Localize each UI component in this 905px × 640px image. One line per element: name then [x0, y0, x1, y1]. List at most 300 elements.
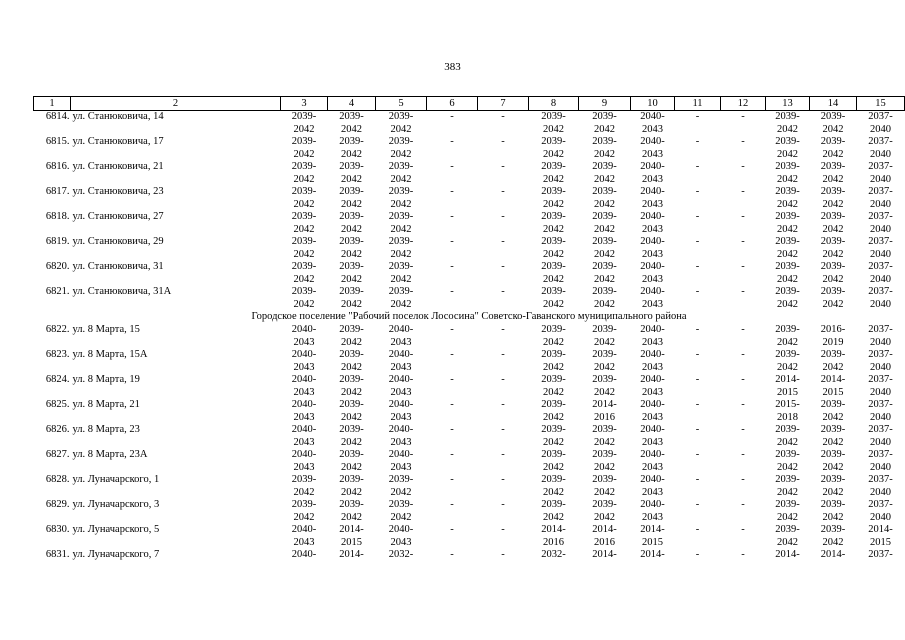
value-cell-col-15 [857, 499, 905, 524]
value-cell-col-11 [675, 324, 721, 349]
value-start: 2039- [820, 186, 846, 197]
value-start: 2040- [640, 474, 665, 485]
column-header-7: 7 [478, 97, 529, 111]
address-cell: ул. 8 Марта, 23 [72, 424, 140, 435]
value-start: 2039- [339, 449, 364, 460]
header-row [34, 97, 905, 111]
value-start: 2040- [291, 449, 317, 460]
value-end: 2042 [594, 461, 615, 473]
value-cell-col-15 [857, 349, 905, 374]
value-start: 2039- [592, 424, 617, 435]
value-end: 2042 [543, 411, 564, 423]
value-start: - [741, 524, 745, 535]
value-start: 2040- [291, 549, 317, 560]
table-row [34, 549, 905, 574]
value-cell-col-7 [478, 286, 529, 311]
value-start: 2039- [775, 324, 800, 335]
row-number: 6817. [45, 186, 70, 197]
value-start: - [501, 136, 505, 147]
value-end: 2042 [822, 486, 844, 498]
value-cell-col-12 [721, 499, 766, 524]
value-end: 2042 [390, 248, 412, 260]
row-number: 6815. [45, 136, 70, 147]
value-end: 2042 [293, 511, 315, 523]
value-end: 2015 [642, 536, 663, 548]
value-start: - [741, 399, 745, 410]
value-end: 2042 [543, 248, 564, 260]
value-start: - [501, 324, 505, 335]
value-end: 2042 [543, 148, 564, 160]
value-end: 2042 [594, 123, 615, 135]
value-cell-col-5 [376, 136, 427, 161]
value-start: 2040- [388, 424, 414, 435]
value-cell-col-7 [478, 186, 529, 211]
value-start: - [695, 286, 700, 297]
value-start: 2039- [775, 349, 800, 360]
value-cell-col-11 [675, 374, 721, 399]
value-cell-col-7 [478, 161, 529, 186]
value-start: 2014- [339, 549, 364, 560]
value-end: 2042 [341, 461, 362, 473]
row-number: 6827. [45, 449, 70, 460]
value-end: 2042 [390, 223, 412, 235]
value-cell-col-14 [810, 211, 857, 236]
value-start: 2014- [640, 549, 665, 560]
value-cell-col-11 [675, 349, 721, 374]
value-start: 2040- [291, 324, 317, 335]
value-end: 2043 [390, 436, 412, 448]
value-start: 2039- [541, 186, 566, 197]
value-end: 2042 [777, 148, 798, 160]
table-row [34, 161, 905, 186]
value-cell-col-10 [631, 236, 675, 261]
value-start: - [695, 399, 700, 410]
value-start: - [501, 261, 505, 272]
value-end: 2042 [543, 223, 564, 235]
value-start: - [695, 186, 700, 197]
value-end: 2042 [341, 411, 362, 423]
value-start: 2040- [388, 524, 414, 535]
value-end: 2016 [594, 536, 615, 548]
value-end: 2043 [293, 411, 315, 423]
value-start: - [450, 374, 454, 385]
value-start: 2039- [820, 524, 846, 535]
table-row [34, 424, 905, 449]
value-start: 2037- [868, 286, 893, 297]
value-end: 2043 [642, 148, 663, 160]
value-start: 2039- [339, 136, 364, 147]
value-cell-col-5 [376, 186, 427, 211]
value-cell-col-14 [810, 136, 857, 161]
value-start: 2039- [592, 324, 617, 335]
value-start: - [741, 349, 745, 360]
value-cell-col-3 [281, 474, 328, 499]
value-cell-col-13 [766, 211, 810, 236]
value-start: 2039- [592, 161, 617, 172]
value-start: 2040- [640, 499, 665, 510]
value-start: - [450, 111, 454, 122]
value-start: 2039- [592, 261, 617, 272]
value-end: 2042 [341, 223, 362, 235]
value-cell-col-5 [376, 261, 427, 286]
value-cell-col-6 [427, 499, 478, 524]
address-cell: ул. Станюковича, 29 [72, 236, 164, 247]
value-end: 2042 [293, 486, 315, 498]
value-start: 2039- [541, 286, 566, 297]
value-end: 2042 [777, 298, 798, 310]
value-start: - [695, 549, 700, 560]
value-start: - [501, 424, 505, 435]
value-start: 2039- [388, 211, 414, 222]
value-end: 2043 [642, 248, 663, 260]
value-end: 2042 [543, 173, 564, 185]
value-cell-col-4 [328, 374, 376, 399]
value-end: 2042 [594, 223, 615, 235]
value-cell-col-11 [675, 136, 721, 161]
value-end: 2042 [594, 511, 615, 523]
value-cell-col-10 [631, 136, 675, 161]
value-end: 2043 [642, 411, 663, 423]
value-end: 2042 [594, 198, 615, 210]
value-start: - [501, 186, 505, 197]
value-end: 2043 [642, 336, 663, 348]
value-start: - [450, 399, 454, 410]
value-cell-col-11 [675, 261, 721, 286]
value-start: 2040- [640, 211, 665, 222]
value-cell-col-10 [631, 499, 675, 524]
address-cell: ул. Станюковича, 31А [72, 286, 172, 297]
value-start: - [501, 524, 505, 535]
value-cell-col-6 [427, 211, 478, 236]
value-cell-col-9 [579, 111, 631, 137]
value-start: 2039- [541, 349, 566, 360]
value-end: 2042 [390, 123, 412, 135]
value-start: 2039- [541, 161, 566, 172]
value-cell-col-14 [810, 161, 857, 186]
value-start: 2040- [291, 399, 317, 410]
value-start: 2039- [592, 186, 617, 197]
value-cell-col-10 [631, 349, 675, 374]
value-cell-col-4 [328, 499, 376, 524]
value-cell-col-3 [281, 186, 328, 211]
value-start: 2039- [775, 186, 800, 197]
value-start: 2039- [820, 286, 846, 297]
value-start: 2039- [820, 449, 846, 460]
value-start: 2039- [820, 349, 846, 360]
value-cell-col-9 [579, 161, 631, 186]
value-cell-col-9 [579, 524, 631, 549]
value-end: 2042 [594, 273, 615, 285]
value-start: - [450, 349, 454, 360]
value-start: 2039- [775, 449, 800, 460]
value-end: 2042 [777, 248, 798, 260]
value-end: 2042 [777, 461, 798, 473]
value-end: 2042 [822, 298, 844, 310]
value-start: 2040- [640, 399, 665, 410]
column-header-6: 6 [427, 97, 478, 111]
value-start: 2040- [640, 424, 665, 435]
value-cell-col-11 [675, 549, 721, 574]
value-end: 2042 [293, 148, 315, 160]
value-end: 2042 [594, 173, 615, 185]
value-start: - [741, 111, 745, 122]
value-cell-col-14 [810, 449, 857, 474]
value-start: 2039- [388, 161, 414, 172]
value-cell-col-4 [328, 186, 376, 211]
row-number: 6821. [45, 286, 70, 297]
value-start: 2039- [339, 374, 364, 385]
value-cell-col-14 [810, 399, 857, 424]
table-row [34, 449, 905, 474]
value-cell-col-6 [427, 399, 478, 424]
value-cell-col-10 [631, 374, 675, 399]
value-end: 2042 [594, 248, 615, 260]
value-start: 2037- [868, 399, 893, 410]
value-end: 2042 [543, 198, 564, 210]
value-start: 2039- [592, 111, 617, 122]
value-start: 2040- [640, 286, 665, 297]
address-cell: ул. Луначарского, 5 [72, 524, 160, 535]
value-end: 2018 [777, 411, 798, 423]
value-end: 2042 [822, 536, 844, 548]
value-cell-col-13 [766, 161, 810, 186]
value-start: - [695, 449, 700, 460]
address-cell: ул. Станюковича, 31 [72, 261, 164, 272]
value-cell-col-12 [721, 136, 766, 161]
value-start: - [741, 374, 745, 385]
value-start: 2039- [592, 349, 617, 360]
value-cell-col-10 [631, 449, 675, 474]
value-start: - [695, 324, 700, 335]
value-end: 2042 [777, 223, 798, 235]
row-number: 6824. [45, 374, 70, 385]
value-cell-col-12 [721, 399, 766, 424]
value-start: 2014- [868, 524, 893, 535]
value-end: 2042 [390, 173, 412, 185]
value-start: 2039- [775, 136, 800, 147]
value-end: 2042 [822, 511, 844, 523]
value-cell-col-15 [857, 549, 905, 574]
table-row [34, 374, 905, 399]
column-header-12: 12 [721, 97, 766, 111]
value-end: 2040 [870, 336, 891, 348]
value-start: 2039- [541, 324, 566, 335]
table-row [34, 111, 905, 137]
value-start: 2040- [640, 349, 665, 360]
value-cell-col-3 [281, 211, 328, 236]
value-cell-col-4 [328, 161, 376, 186]
column-header-8: 8 [529, 97, 579, 111]
value-cell-col-8 [529, 211, 579, 236]
address-cell: ул. Луначарского, 1 [72, 474, 160, 485]
value-end: 2043 [642, 461, 663, 473]
value-start: - [450, 136, 454, 147]
value-end: 2042 [390, 198, 412, 210]
value-cell-col-13 [766, 136, 810, 161]
value-cell-col-6 [427, 424, 478, 449]
table-row [34, 324, 905, 349]
value-cell-col-9 [579, 549, 631, 574]
value-cell-col-6 [427, 111, 478, 137]
value-start: 2014- [775, 374, 800, 385]
section-heading-row [34, 311, 905, 324]
value-cell-col-3 [281, 324, 328, 349]
value-start: - [501, 399, 505, 410]
value-cell-col-12 [721, 286, 766, 311]
value-cell-col-7 [478, 324, 529, 349]
value-cell-col-14 [810, 349, 857, 374]
value-cell-col-13 [766, 449, 810, 474]
value-start: 2040- [388, 449, 414, 460]
value-start: - [450, 524, 454, 535]
value-cell-col-15 [857, 136, 905, 161]
value-cell-col-9 [579, 286, 631, 311]
value-cell-col-3 [281, 424, 328, 449]
value-start: 2040- [640, 324, 665, 335]
value-cell-col-3 [281, 111, 328, 137]
value-end: 2043 [390, 461, 412, 473]
row-number: 6825. [45, 399, 70, 410]
value-start: - [501, 211, 505, 222]
address-cell: ул. Станюковича, 17 [72, 136, 164, 147]
row-number: 6814. [45, 111, 70, 122]
value-end: 2040 [870, 486, 891, 498]
value-start: 2040- [640, 374, 665, 385]
value-end: 2043 [390, 411, 412, 423]
value-start: 2040- [291, 349, 317, 360]
value-end: 2042 [777, 123, 798, 135]
table-row [34, 349, 905, 374]
value-end: 2042 [293, 248, 315, 260]
value-start: - [450, 449, 454, 460]
value-start: 2039- [820, 424, 846, 435]
value-end: 2019 [822, 336, 844, 348]
value-start: 2039- [775, 424, 800, 435]
value-cell-col-9 [579, 474, 631, 499]
value-start: 2039- [388, 474, 414, 485]
value-cell-col-3 [281, 161, 328, 186]
value-start: 2039- [339, 324, 364, 335]
value-end: 2043 [390, 536, 412, 548]
value-start: 2040- [291, 374, 317, 385]
value-cell-col-15 [857, 399, 905, 424]
value-start: - [450, 211, 454, 222]
value-cell-col-9 [579, 499, 631, 524]
value-start: 2039- [388, 286, 414, 297]
value-start: 2014- [775, 549, 800, 560]
value-start: 2039- [291, 499, 317, 510]
value-start: 2039- [820, 236, 846, 247]
value-cell-col-9 [579, 349, 631, 374]
value-start: - [501, 236, 505, 247]
value-start: 2039- [820, 399, 846, 410]
value-start: 2032- [388, 549, 414, 560]
address-cell: ул. 8 Марта, 15А [72, 349, 148, 360]
value-cell-col-5 [376, 211, 427, 236]
value-cell-col-6 [427, 374, 478, 399]
value-end: 2042 [390, 298, 412, 310]
value-end: 2042 [341, 486, 362, 498]
value-cell-col-7 [478, 399, 529, 424]
value-cell-col-8 [529, 399, 579, 424]
value-cell-col-3 [281, 549, 328, 574]
value-cell-col-15 [857, 324, 905, 349]
column-header-1: 1 [34, 97, 71, 111]
value-start: - [450, 499, 454, 510]
value-cell-col-15 [857, 111, 905, 137]
value-end: 2043 [293, 336, 315, 348]
value-start: 2039- [820, 211, 846, 222]
value-start: - [695, 261, 700, 272]
value-start: 2037- [868, 261, 893, 272]
value-cell-col-5 [376, 449, 427, 474]
value-cell-col-5 [376, 549, 427, 574]
value-cell-col-11 [675, 236, 721, 261]
value-start: - [501, 474, 505, 485]
value-cell-col-6 [427, 161, 478, 186]
value-cell-col-6 [427, 449, 478, 474]
value-cell-col-7 [478, 349, 529, 374]
value-start: 2037- [868, 349, 893, 360]
page-number: 383 [444, 61, 461, 73]
value-start: - [501, 161, 505, 172]
value-end: 2042 [341, 386, 362, 398]
address-cell: ул. 8 Марта, 15 [72, 324, 140, 335]
value-cell-col-7 [478, 374, 529, 399]
value-end: 2043 [642, 511, 663, 523]
value-end: 2042 [543, 336, 564, 348]
value-start: - [501, 549, 505, 560]
value-start: 2040- [388, 374, 414, 385]
value-cell-col-3 [281, 399, 328, 424]
value-start: 2039- [592, 374, 617, 385]
value-end: 2042 [822, 411, 844, 423]
value-cell-col-6 [427, 186, 478, 211]
value-start: - [741, 211, 745, 222]
value-cell-col-3 [281, 499, 328, 524]
value-start: 2039- [541, 474, 566, 485]
value-cell-col-6 [427, 286, 478, 311]
value-start: 2039- [592, 136, 617, 147]
table-row [34, 186, 905, 211]
value-end: 2040 [870, 123, 891, 135]
value-cell-col-14 [810, 186, 857, 211]
value-cell-col-8 [529, 261, 579, 286]
value-start: - [501, 449, 505, 460]
value-cell-col-8 [529, 474, 579, 499]
value-cell-col-12 [721, 236, 766, 261]
value-end: 2042 [543, 486, 564, 498]
value-start: 2039- [339, 261, 364, 272]
value-start: 2039- [592, 236, 617, 247]
value-cell-col-6 [427, 474, 478, 499]
value-cell-col-8 [529, 349, 579, 374]
value-cell-col-15 [857, 161, 905, 186]
value-cell-col-12 [721, 524, 766, 549]
value-start: - [741, 236, 745, 247]
value-cell-col-5 [376, 474, 427, 499]
value-cell-col-9 [579, 324, 631, 349]
value-start: 2039- [775, 499, 800, 510]
value-cell-col-13 [766, 111, 810, 137]
value-start: 2040- [640, 449, 665, 460]
value-cell-col-8 [529, 424, 579, 449]
value-cell-col-10 [631, 524, 675, 549]
value-start: 2032- [541, 549, 566, 560]
column-header-4: 4 [328, 97, 376, 111]
table-row [34, 286, 905, 311]
value-end: 2042 [777, 486, 798, 498]
